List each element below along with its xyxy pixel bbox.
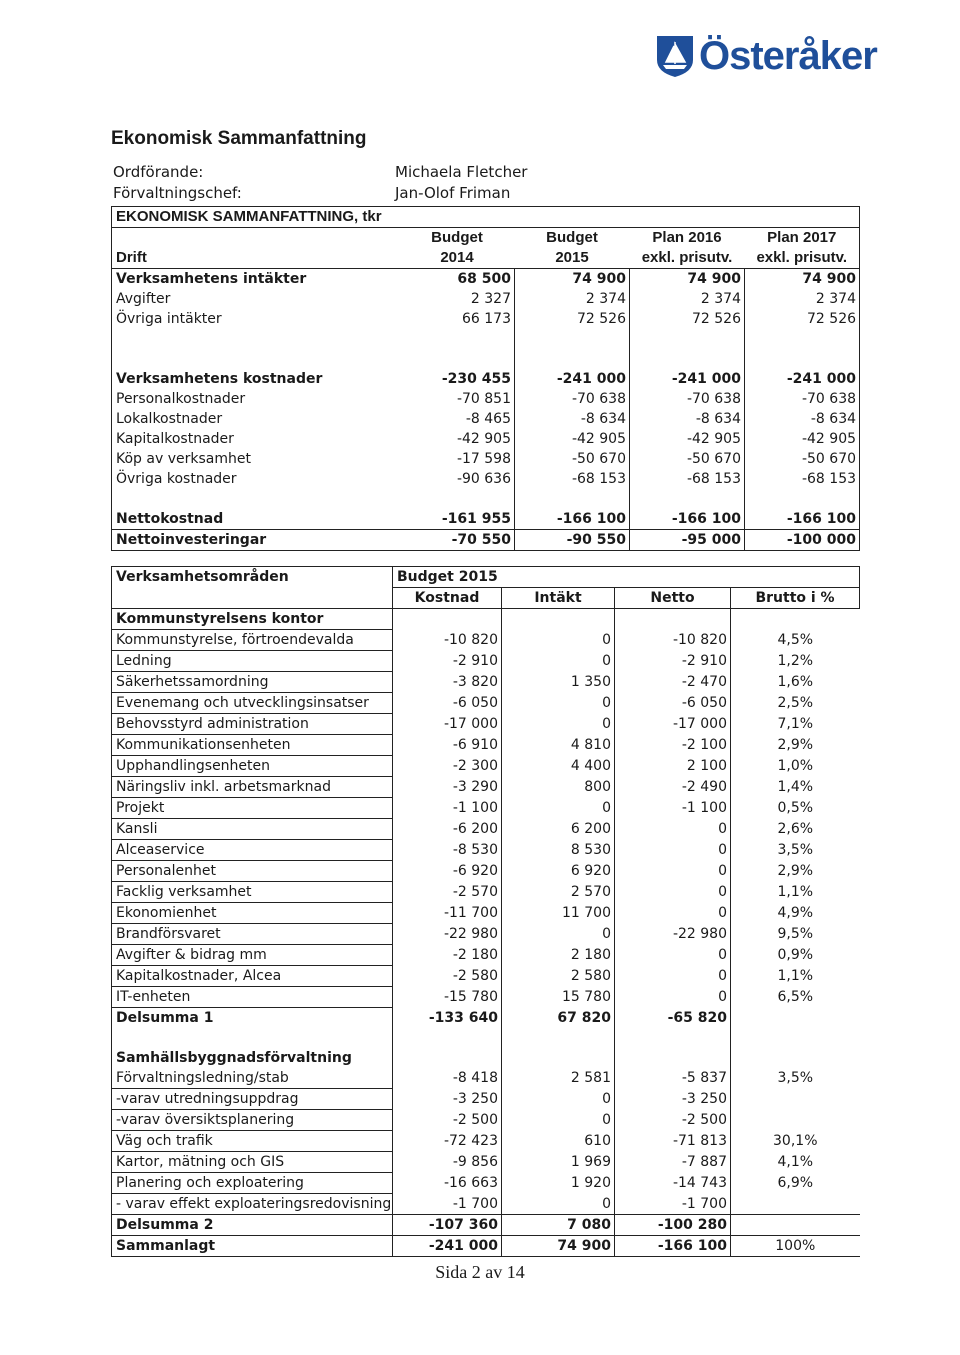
logo-text: Österåker — [699, 34, 877, 78]
row-label: Kapitalkostnader — [112, 429, 400, 449]
row-value: 0 — [502, 630, 615, 651]
row-value: -70 851 — [400, 389, 515, 409]
summary-heading: EKONOMISK SAMMANFATTNING, tkr — [112, 207, 860, 228]
area-row — [112, 651, 860, 672]
budget-heading: Budget 2015 — [393, 567, 860, 588]
row-value: 74 900 — [745, 269, 860, 290]
summary-row — [112, 369, 860, 389]
area-row — [112, 819, 860, 840]
area-row — [112, 987, 860, 1008]
row-value: 1,6% — [777, 674, 814, 690]
row-label: Köp av verksamhet — [112, 449, 400, 469]
meta-label-chair: Ordförande: — [113, 163, 204, 181]
row-value: 72 526 — [745, 309, 860, 329]
row-value: 2 374 — [515, 289, 630, 309]
area-row — [112, 945, 860, 966]
row-label: Avgifter & bidrag mm — [112, 945, 393, 966]
row-value: 0 — [615, 966, 731, 987]
row-label: Förvaltningsledning/stab — [112, 1068, 393, 1089]
osteraker-logo — [655, 34, 877, 78]
row-value: -50 670 — [630, 449, 745, 469]
row-value: 0 — [615, 840, 731, 861]
income-rows — [112, 269, 860, 330]
area-row — [112, 966, 860, 987]
section-title-row — [112, 609, 860, 630]
row-value: 68 500 — [400, 269, 515, 290]
row-value: 0 — [615, 903, 731, 924]
area-row — [112, 840, 860, 861]
row-label: Kapitalkostnader, Alcea — [112, 966, 393, 987]
row-value: -90 636 — [400, 469, 515, 489]
row-value: -42 905 — [515, 429, 630, 449]
row-label: Ekonomienhet — [112, 903, 393, 924]
row-value: 4,5% — [777, 632, 814, 648]
area-row — [112, 861, 860, 882]
row-value: -7 887 — [615, 1152, 731, 1173]
col-head: exkl. prisutv. — [745, 248, 860, 269]
row-value: 0 — [615, 882, 731, 903]
col-netto: Netto — [615, 588, 731, 609]
row-value: 6,9% — [777, 1175, 814, 1191]
row-value: -68 153 — [745, 469, 860, 489]
areas-col-row — [112, 588, 860, 609]
col-head: Budget — [546, 229, 598, 246]
row-value: 8 530 — [502, 840, 615, 861]
section1-title: Kommunstyrelsens kontor — [112, 609, 393, 630]
row-value: 0 — [502, 1110, 615, 1131]
row-value: -14 743 — [615, 1173, 731, 1194]
row-value: -3 250 — [393, 1089, 502, 1110]
areas-heading-row — [112, 567, 860, 588]
area-row — [112, 756, 860, 777]
area-row — [112, 630, 860, 651]
row-label: Verksamhetens kostnader — [112, 369, 400, 389]
subtotal-row: Delsumma 2 -107 360 7 080 -100 280 — [112, 1215, 860, 1236]
page-title: Ekonomisk Sammanfattning — [111, 128, 367, 149]
row-value: -230 455 — [400, 369, 515, 389]
row-value: 6 920 — [502, 861, 615, 882]
row-value: -9 856 — [393, 1152, 502, 1173]
section2-rows — [112, 1068, 860, 1215]
row-value: -1 700 — [393, 1194, 502, 1215]
row-value — [731, 1089, 860, 1110]
row-value: -8 634 — [515, 409, 630, 429]
row-value: -3 250 — [615, 1089, 731, 1110]
row-value: 72 526 — [630, 309, 745, 329]
summary-heading-row — [112, 207, 860, 228]
row-label: Evenemang och utvecklingsinsatser — [112, 693, 393, 714]
row-label: - varav effekt exploateringsredovisning — [112, 1194, 393, 1215]
summary-row — [112, 409, 860, 429]
row-value: -16 663 — [393, 1173, 502, 1194]
row-value: 1 969 — [502, 1152, 615, 1173]
summary-row — [112, 269, 860, 290]
row-value: 2 570 — [502, 882, 615, 903]
row-value: 1 350 — [502, 672, 615, 693]
areas-heading: Verksamhetsområden — [112, 567, 393, 588]
area-row — [112, 1110, 860, 1131]
row-value: -6 050 — [393, 693, 502, 714]
row-label: Personalkostnader — [112, 389, 400, 409]
section1-rows — [112, 630, 860, 1008]
row-label: IT-enheten — [112, 987, 393, 1008]
area-row — [112, 1152, 860, 1173]
area-row — [112, 882, 860, 903]
summary-row — [112, 389, 860, 409]
row-label: Ledning — [112, 651, 393, 672]
municipal-emblem-icon — [655, 34, 695, 78]
row-value: -42 905 — [630, 429, 745, 449]
row-value: -15 780 — [393, 987, 502, 1008]
area-row — [112, 924, 860, 945]
row-value: -2 910 — [393, 651, 502, 672]
area-row — [112, 672, 860, 693]
row-value: -2 300 — [393, 756, 502, 777]
row-value: -17 000 — [393, 714, 502, 735]
row-value: 6 200 — [502, 819, 615, 840]
row-value: 15 780 — [502, 987, 615, 1008]
row-value — [731, 1194, 860, 1215]
investment-row: Nettoinvesteringar -70 550 -90 550 -95 000 -100 000 — [112, 530, 860, 551]
row-value: 74 900 — [515, 269, 630, 290]
row-value: -11 700 — [393, 903, 502, 924]
row-value: -2 490 — [615, 777, 731, 798]
row-label: Kansli — [112, 819, 393, 840]
row-value: -70 638 — [745, 389, 860, 409]
row-value — [731, 1110, 860, 1131]
row-value: -1 700 — [615, 1194, 731, 1215]
row-value: -2 100 — [615, 735, 731, 756]
row-value: -8 634 — [630, 409, 745, 429]
total-row: Sammanlagt -241 000 74 900 -166 100 100% — [112, 1236, 860, 1257]
summary-table — [111, 206, 860, 551]
section2-title: Samhällsbyggnadsförvaltning — [112, 1048, 393, 1068]
col-head: 2015 — [515, 248, 630, 269]
row-value: 1,4% — [777, 779, 814, 795]
subtotal-row: Delsumma 1 -133 640 67 820 -65 820 — [112, 1008, 860, 1029]
col-head: exkl. prisutv. — [630, 248, 745, 269]
row-value: -42 905 — [400, 429, 515, 449]
area-row — [112, 1068, 860, 1089]
row-value: 1,2% — [777, 653, 814, 669]
row-label: Planering och exploatering — [112, 1173, 393, 1194]
area-row — [112, 1089, 860, 1110]
row-value: -6 050 — [615, 693, 731, 714]
row-value: -241 000 — [630, 369, 745, 389]
row-value: 2,6% — [777, 821, 814, 837]
row-value: -10 820 — [615, 630, 731, 651]
row-value: -70 638 — [515, 389, 630, 409]
row-value: 610 — [502, 1131, 615, 1152]
row-value: -50 670 — [515, 449, 630, 469]
summary-row — [112, 289, 860, 309]
row-label: Övriga kostnader — [112, 469, 400, 489]
area-row — [112, 1173, 860, 1194]
row-value: 2 100 — [615, 756, 731, 777]
row-value: -8 530 — [393, 840, 502, 861]
row-value: -1 100 — [393, 798, 502, 819]
row-value: 2,9% — [777, 863, 814, 879]
row-value: -2 500 — [393, 1110, 502, 1131]
row-value: 0 — [502, 693, 615, 714]
row-value: 6,5% — [777, 989, 814, 1005]
row-label: Facklig verksamhet — [112, 882, 393, 903]
row-value: -2 570 — [393, 882, 502, 903]
row-value: 2 580 — [502, 966, 615, 987]
area-row — [112, 777, 860, 798]
row-value: 0 — [615, 945, 731, 966]
row-value: -3 290 — [393, 777, 502, 798]
row-label: Behovsstyrd administration — [112, 714, 393, 735]
row-value: -241 000 — [745, 369, 860, 389]
area-row — [112, 714, 860, 735]
row-value: -2 910 — [615, 651, 731, 672]
row-value: -2 580 — [393, 966, 502, 987]
row-value: 2 374 — [630, 289, 745, 309]
row-value: 2 374 — [745, 289, 860, 309]
row-value: 1 920 — [502, 1173, 615, 1194]
row-value: 0 — [502, 798, 615, 819]
row-value: 2 180 — [502, 945, 615, 966]
row-value: -6 910 — [393, 735, 502, 756]
row-value: 4,9% — [777, 905, 814, 921]
summary-row — [112, 469, 860, 489]
row-value: -8 634 — [745, 409, 860, 429]
row-value: -42 905 — [745, 429, 860, 449]
row-value: 0 — [615, 861, 731, 882]
area-row — [112, 735, 860, 756]
row-value: -6 920 — [393, 861, 502, 882]
row-value: 0 — [502, 1194, 615, 1215]
row-value: 1,1% — [777, 884, 814, 900]
net-row: Nettokostnad -161 955 -166 100 -166 100 -166 100 — [112, 509, 860, 530]
areas-table — [111, 566, 860, 1257]
area-row — [112, 1131, 860, 1152]
row-value: 2,9% — [777, 737, 814, 753]
row-value: -2 500 — [615, 1110, 731, 1131]
row-value: 3,5% — [777, 842, 814, 858]
area-row — [112, 798, 860, 819]
row-value: 11 700 — [502, 903, 615, 924]
row-value: 7,1% — [777, 716, 814, 732]
section-title-row — [112, 1048, 860, 1068]
row-value: -241 000 — [515, 369, 630, 389]
summary-col-row-1 — [112, 228, 860, 249]
row-value: 9,5% — [777, 926, 814, 942]
col-head: Plan 2016 — [652, 229, 722, 246]
row-value: 0 — [502, 924, 615, 945]
col-head: 2014 — [400, 248, 515, 269]
row-value: 4,1% — [777, 1154, 814, 1170]
row-label: Projekt — [112, 798, 393, 819]
summary-col-row-2 — [112, 248, 860, 269]
row-value: -3 820 — [393, 672, 502, 693]
row-label: Upphandlingsenheten — [112, 756, 393, 777]
row-label: Väg och trafik — [112, 1131, 393, 1152]
row-value: 74 900 — [630, 269, 745, 290]
row-value: -6 200 — [393, 819, 502, 840]
row-value: 1,1% — [777, 968, 814, 984]
cost-rows — [112, 369, 860, 489]
row-value: 800 — [502, 777, 615, 798]
row-value: 3,5% — [777, 1070, 814, 1087]
row-value: 1,0% — [777, 758, 814, 774]
area-row — [112, 903, 860, 924]
row-value: -50 670 — [745, 449, 860, 469]
row-value: 30,1% — [773, 1133, 818, 1149]
col-head-drift: Drift — [112, 248, 400, 269]
row-value: -2 180 — [393, 945, 502, 966]
row-label: Kommunstyrelse, förtroendevalda — [112, 630, 393, 651]
row-value: -17 598 — [400, 449, 515, 469]
row-label: -varav översiktsplanering — [112, 1110, 393, 1131]
row-label: Verksamhetens intäkter — [112, 269, 400, 290]
row-value: -8 418 — [393, 1068, 502, 1089]
summary-row — [112, 309, 860, 329]
row-value: 72 526 — [515, 309, 630, 329]
row-label: Övriga intäkter — [112, 309, 400, 329]
row-value: -72 423 — [393, 1131, 502, 1152]
summary-row — [112, 449, 860, 469]
row-value: 0,9% — [777, 947, 814, 963]
row-value: -70 638 — [630, 389, 745, 409]
row-label: Avgifter — [112, 289, 400, 309]
row-value: -1 100 — [615, 798, 731, 819]
meta-value-chair: Michaela Fletcher — [395, 163, 528, 181]
meta-label-director: Förvaltningschef: — [113, 184, 242, 202]
row-value: 2 581 — [502, 1068, 615, 1089]
row-value: -22 980 — [615, 924, 731, 945]
row-value: -8 465 — [400, 409, 515, 429]
row-value: 4 810 — [502, 735, 615, 756]
row-value: 0 — [502, 651, 615, 672]
row-value: 2,5% — [777, 695, 814, 711]
col-intakt: Intäkt — [502, 588, 615, 609]
row-value: 0,5% — [777, 800, 814, 816]
row-label: Kommunikationsenheten — [112, 735, 393, 756]
row-value: -17 000 — [615, 714, 731, 735]
summary-row — [112, 429, 860, 449]
row-value: -22 980 — [393, 924, 502, 945]
row-value: 2 327 — [400, 289, 515, 309]
area-row — [112, 693, 860, 714]
row-value: 0 — [502, 714, 615, 735]
col-kostnad: Kostnad — [393, 588, 502, 609]
area-row — [112, 1194, 860, 1215]
row-value: -2 470 — [615, 672, 731, 693]
row-label: Personalenhet — [112, 861, 393, 882]
row-label: -varav utredningsuppdrag — [112, 1089, 393, 1110]
row-value: -68 153 — [630, 469, 745, 489]
row-value: -71 813 — [615, 1131, 731, 1152]
row-value: 4 400 — [502, 756, 615, 777]
row-label: Näringsliv inkl. arbetsmarknad — [112, 777, 393, 798]
row-value: 0 — [502, 1089, 615, 1110]
row-value: -10 820 — [393, 630, 502, 651]
row-label: Brandförsvaret — [112, 924, 393, 945]
row-label: Kartor, mätning och GIS — [112, 1152, 393, 1173]
row-label: Alceaservice — [112, 840, 393, 861]
meta-value-director: Jan-Olof Friman — [395, 184, 511, 202]
row-value: -68 153 — [515, 469, 630, 489]
row-label: Lokalkostnader — [112, 409, 400, 429]
page-number: Sida 2 av 14 — [435, 1262, 525, 1282]
row-value: -5 837 — [615, 1068, 731, 1089]
row-value: 0 — [615, 987, 731, 1008]
col-head: Plan 2017 — [745, 228, 860, 249]
row-label: Säkerhetssamordning — [112, 672, 393, 693]
row-value: 0 — [615, 819, 731, 840]
col-head: Budget — [431, 229, 483, 246]
row-value: 66 173 — [400, 309, 515, 329]
col-brutto: Brutto i % — [731, 588, 860, 609]
